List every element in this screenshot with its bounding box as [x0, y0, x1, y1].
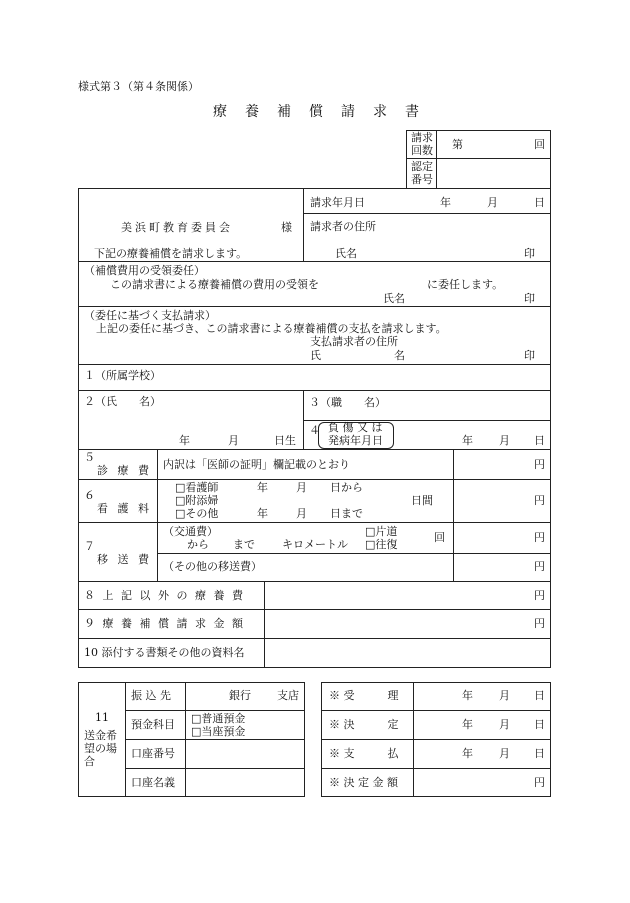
job-title-label: ３（職 名） [309, 396, 386, 409]
payment-heading: （委任に基づく支払請求） [84, 309, 216, 322]
remittance-label-2: 望の場 [84, 742, 117, 755]
delegation-text: この請求書による療養補償の費用の受領を [110, 278, 319, 291]
transport-fee-yen: 円 [534, 531, 545, 544]
injury-day: 日 [534, 434, 545, 447]
nursing-fee-label: 看 護 料 [97, 502, 152, 515]
branch-label: 支店 [277, 689, 299, 702]
name-label: ２（氏 名） [84, 395, 161, 408]
transport-times: 回 [434, 531, 445, 544]
received-month: 月 [499, 689, 510, 702]
nursing-fee-yen: 円 [534, 494, 545, 507]
decided-amount-label: ※ 決 定 金 額 [329, 776, 398, 789]
nursing-from: 日から [330, 481, 363, 494]
claim-date-day: 日 [534, 196, 545, 209]
ordinary-deposit-option: □普通預金 [191, 712, 246, 725]
nursing-to-month: 月 [296, 507, 307, 520]
current-deposit-option: □当座預金 [191, 725, 246, 738]
claim-date-month: 月 [487, 196, 498, 209]
nursing-until: 日まで [330, 507, 363, 520]
nursing-to-year: 年 [257, 507, 268, 520]
delegation-name-label: 氏名 [383, 292, 405, 305]
delegation-seal: 印 [524, 292, 535, 305]
received-year: 年 [462, 689, 473, 702]
other-option: □その他 [175, 507, 219, 520]
transport-to: まで [233, 538, 255, 551]
nurse-option: □看護師 [175, 481, 219, 494]
page-title: 療養補償請求書 [213, 104, 437, 120]
account-type-label: 預金科目 [131, 718, 175, 731]
other-transport-yen: 円 [534, 560, 545, 573]
decided-label: ※ 決 定 [329, 718, 399, 731]
nursing-fee-num: ６ [84, 489, 95, 502]
received-label: ※ 受 理 [329, 689, 399, 702]
transport-heading: （交通費） [163, 525, 218, 538]
transport-km: キロメートル [282, 538, 348, 551]
claim-amount-label: ９ 療 養 補 償 請 求 金 額 [84, 617, 245, 630]
claim-count-label: 請求 [411, 131, 433, 144]
remittance-num: 11 [95, 711, 109, 724]
injury-date-num: ４ [309, 424, 320, 437]
remittance-label-1: 送金希 [84, 729, 117, 742]
other-transport-label: （その他の移送費） [163, 560, 262, 573]
medical-fee-num: ５ [84, 451, 95, 464]
claimant-name-label: 氏名 [335, 247, 357, 260]
decided-amount-yen: 円 [534, 776, 545, 789]
claim-count-kai: 回 [534, 138, 545, 151]
one-way-option: □片道 [365, 525, 398, 538]
delegation-heading: （補償費用の受領委任） [84, 264, 205, 277]
nursing-from-year: 年 [257, 481, 268, 494]
request-text: 下記の療養補償を請求します。 [94, 247, 248, 260]
addressee-sama: 様 [281, 221, 292, 234]
injury-year: 年 [462, 434, 473, 447]
school-label: １（所属学校） [84, 369, 161, 382]
claimant-address-label: 請求者の住所 [310, 220, 376, 233]
approval-label-2: 番号 [411, 173, 433, 186]
injury-date-label-1: 負 傷 又 は [328, 421, 383, 434]
approval-label: 認定 [411, 160, 433, 173]
payment-seal: 印 [524, 349, 535, 362]
received-day: 日 [534, 689, 545, 702]
medical-fee-label: 診 療 費 [97, 464, 152, 477]
claimant-seal: 印 [524, 247, 535, 260]
payment-shi: 氏 [310, 349, 321, 362]
injury-month: 月 [499, 434, 510, 447]
nursing-days: 日間 [411, 494, 433, 507]
birth-year: 年 [179, 434, 190, 447]
bank-label: 銀行 [229, 689, 251, 702]
birth-month: 月 [228, 434, 239, 447]
paid-label: ※ 支 払 [329, 747, 399, 760]
transport-fee-label: 移 送 費 [97, 553, 152, 566]
transfer-label: 振 込 先 [131, 689, 171, 702]
paid-day: 日 [534, 747, 545, 760]
decided-month: 月 [499, 718, 510, 731]
other-medical-fee-yen: 円 [534, 589, 545, 602]
delegation-entrust: に委任します。 [427, 278, 504, 291]
medical-fee-yen: 円 [534, 458, 545, 471]
other-medical-fee-label: ８ 上 記 以 外 の 療 養 費 [84, 589, 245, 602]
transport-from: から [187, 538, 209, 551]
medical-fee-text: 内訳は「医師の証明」欄記載のとおり [163, 458, 350, 471]
remittance-label-3: 合 [84, 755, 95, 768]
claim-count-dai: 第 [452, 138, 463, 151]
payment-address-label: 支払請求者の住所 [310, 335, 398, 348]
account-number-label: 口座番号 [131, 747, 175, 760]
attendant-option: □附添婦 [175, 494, 219, 507]
claim-date-label: 請求年月日 [310, 196, 365, 209]
claim-amount-yen: 円 [534, 617, 545, 630]
claim-count-label-2: 回数 [411, 144, 433, 157]
transport-fee-num: ７ [84, 540, 95, 553]
payment-text: 上記の委任に基づき、この請求書による療養補償の支払を請求します。 [96, 322, 447, 335]
paid-year: 年 [462, 747, 473, 760]
paid-month: 月 [499, 747, 510, 760]
account-holder-label: 口座名義 [131, 776, 175, 789]
nursing-from-month: 月 [296, 481, 307, 494]
form-label: 様式第３（第４条関係） [78, 80, 199, 93]
decided-year: 年 [462, 718, 473, 731]
claim-date-year: 年 [440, 196, 451, 209]
injury-date-label-2: 発病年月日 [328, 434, 383, 447]
round-trip-option: □往復 [365, 538, 398, 551]
attachments-label: 10 添付する書類その他の資料名 [84, 646, 245, 659]
payment-mei: 名 [394, 349, 405, 362]
birth-day: 日生 [274, 434, 296, 447]
decided-day: 日 [534, 718, 545, 731]
addressee: 美浜町教育委員会 [121, 221, 233, 234]
